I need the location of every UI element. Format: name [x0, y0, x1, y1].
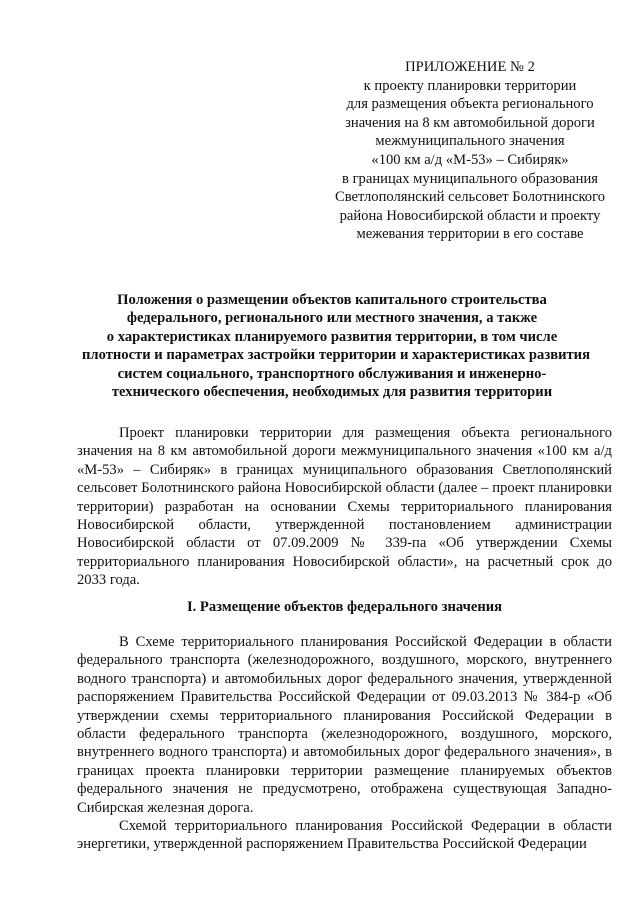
intro-section	[77, 424, 612, 590]
appendix-line: к проекту планировки территории	[363, 77, 577, 94]
heading-line: плотности и параметрах застройки территории и характеристиках развития	[82, 347, 590, 364]
section-title: I. Размещение объектов федерального значения	[186, 599, 503, 615]
heading-line: о характеристиках планируемого развития территории, в том числе	[106, 328, 558, 345]
appendix-line: для размещения объекта регионального	[346, 96, 594, 113]
appendix-line: Светлополянский сельсовет Болотнинского	[334, 189, 606, 206]
appendix-line: значения на 8 км автомобильной дороги	[345, 114, 595, 131]
appendix-line: района Новосибирской области и проекту	[339, 207, 601, 224]
heading-line: технического обеспечения, необходимых для развития территории	[111, 384, 553, 401]
heading-line: федерального, регионального или местного значения, а также	[126, 310, 538, 327]
appendix-line: межмуниципального значения	[375, 133, 565, 150]
appendix-block	[320, 58, 620, 244]
appendix-line: межевания территории в его составе	[356, 226, 584, 243]
body-paragraph: В Схеме территориального планирования Российской Федерации в области федерального транспорта (железнодорожного, воздушного, морского, внутреннего водного транспорта) и автомобильных дорог федерального значения, утвержденной распоряжением Правительства Российской Федерации от 09.03.2013 № 384-р «Об утверждении схемы территориального планирования Российской Федерации в области федерального транспорта (железнодорожного, воздушного, морского, внутреннего водного транспорта) и автомобильных дорог федерального значения», в границах проекта планировки территории размещение планируемых объектов федерального значения не предусмотрено, отображена существующая Западно-Сибирская железная дорога.	[77, 634, 612, 816]
section-body	[77, 633, 612, 854]
heading-line: систем социального, транспортного обслуживания и инженерно-	[117, 365, 547, 382]
document-heading	[82, 291, 590, 401]
appendix-line: «100 км а/д «М-53» – Сибиряк»	[371, 151, 569, 168]
intro-paragraph: Проект планировки территории для размещения объекта регионального значения на 8 км автомобильной дороги межмуниципального значения «100 км а/д «М-53» – Сибиряк» в границах муниципального образования Светлополянский сельсовет Болотнинского района Новосибирской области (далее – проект планировки территории) разработан на основании Схемы территориального планирования Новосибирской области, утвержденной постановлением администрации Новосибирской области от 07.09.2009 № 339-па «Об утверждении Схемы территориального планирования Новосибирской области», на расчетный срок до 2033 года.	[77, 425, 612, 589]
heading-line: Положения о размещении объектов капитального строительства	[117, 292, 547, 308]
body-paragraph: Схемой территориального планирования Российской Федерации в области энергетики, утвержденной распоряжением Правительства Российской Федерации	[77, 818, 612, 853]
appendix-line: в границах муниципального образования	[342, 170, 598, 187]
appendix-title: ПРИЛОЖЕНИЕ № 2	[405, 59, 535, 75]
